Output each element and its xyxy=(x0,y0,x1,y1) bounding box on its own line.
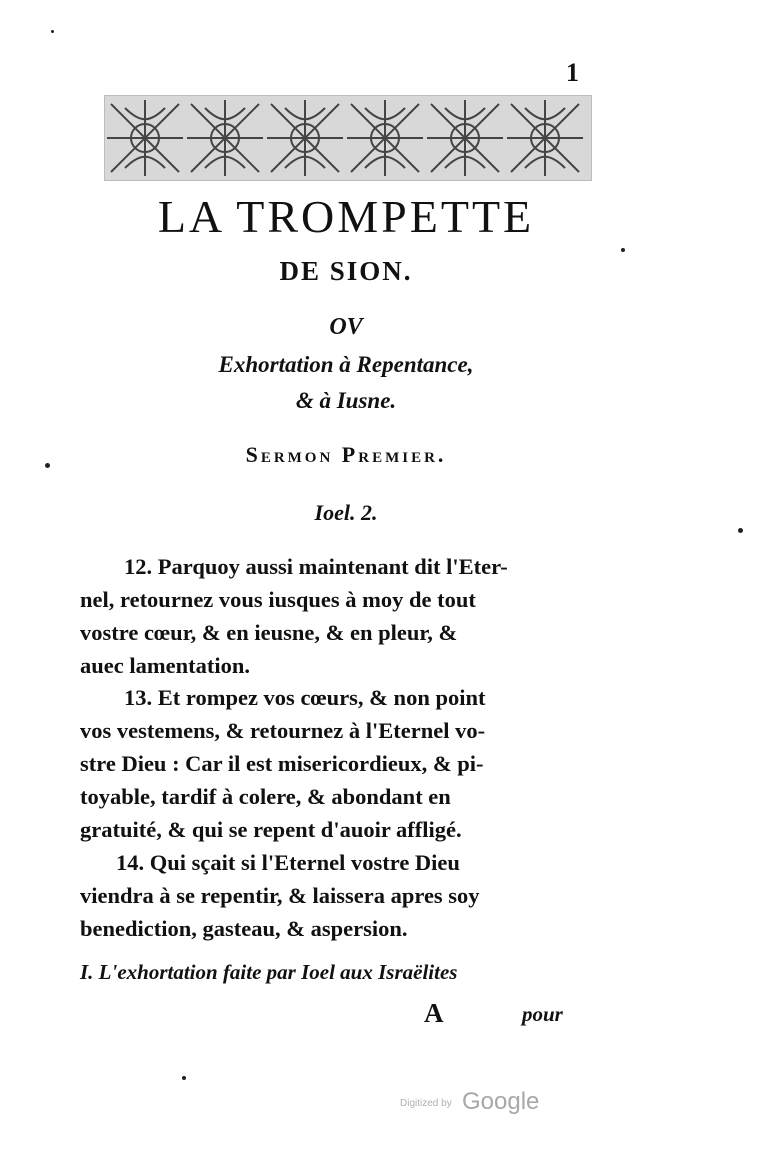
sermon-heading: Sermon Premier. xyxy=(245,442,447,467)
verse-line: benediction, gasteau, & aspersion. xyxy=(80,916,408,941)
ink-speck xyxy=(51,30,54,33)
alt-title-line-1: Exhortation à Repentance, xyxy=(218,352,474,377)
verse-line: stre Dieu : Car il est misericordieux, & pi- xyxy=(80,751,484,776)
verse-line: auec lamentation. xyxy=(80,653,250,678)
page-number: 1 xyxy=(566,58,579,87)
verse-line: viendra à se repentir, & laissera apres soy xyxy=(80,883,480,908)
book-subtitle: DE SION. xyxy=(279,256,413,286)
verse-line: toyable, tardif à colere, & abondant en xyxy=(80,784,451,809)
floral-headpiece-ornament-icon xyxy=(104,95,592,181)
verse-line: vostre cœur, & en ieusne, & en pleur, & xyxy=(80,620,458,645)
verse-line: gratuité, & qui se repent d'auoir affligé. xyxy=(80,817,462,842)
book-title: LA TROMPETTE xyxy=(157,191,535,242)
digitized-label: Digitized by xyxy=(400,1098,452,1109)
ink-speck xyxy=(45,463,50,468)
title-conjunction: OV xyxy=(329,314,363,340)
verse-line: 14. Qui sçait si l'Eternel vostre Dieu xyxy=(116,850,460,875)
marginal-note: I. L'exhortation faite par Ioel aux Israëlites xyxy=(80,960,458,984)
ink-speck xyxy=(738,528,743,533)
verse-line: vos vestemens, & retournez à l'Eternel vo- xyxy=(80,718,486,743)
scripture-reference: Ioel. 2. xyxy=(314,500,378,525)
verse-line: 13. Et rompez vos cœurs, & non point xyxy=(124,685,486,710)
verse-13 xyxy=(80,681,600,846)
verse-14 xyxy=(80,846,600,945)
verse-12 xyxy=(80,550,600,682)
google-watermark: Google xyxy=(462,1088,540,1115)
signature-mark: A xyxy=(424,998,444,1028)
verse-line: 12. Parquoy aussi maintenant dit l'Eter- xyxy=(124,554,508,579)
verse-line: nel, retournez vous iusques à moy de tout xyxy=(80,587,476,612)
alt-title-line-2: & à Iusne. xyxy=(295,388,397,413)
ink-speck xyxy=(182,1076,186,1080)
ink-speck xyxy=(621,248,625,252)
catchword: pour xyxy=(522,1002,563,1026)
